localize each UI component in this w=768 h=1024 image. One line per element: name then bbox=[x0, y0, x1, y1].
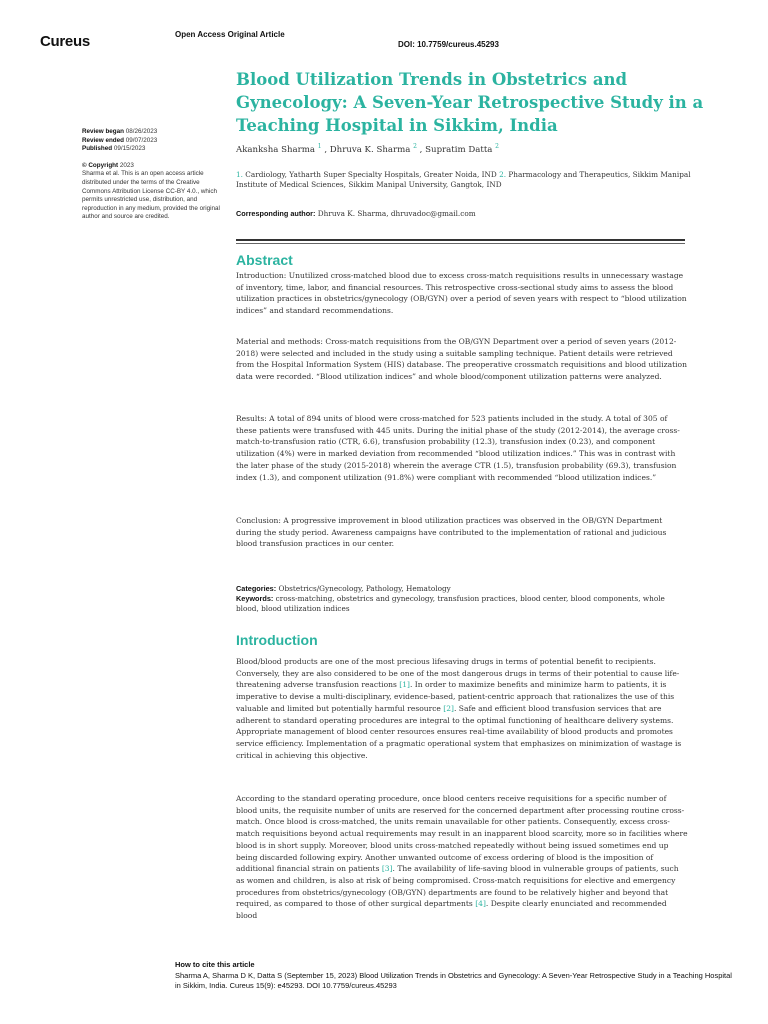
author-list bbox=[236, 143, 499, 155]
affiliation-text: Pharmacology and Therapeutics, Sikkim Manipal Institute of Medical Sciences, Sikkim Manipal University, Gangtok, IND bbox=[236, 170, 691, 189]
author-separator: , bbox=[324, 144, 330, 155]
affiliation-number: 1. bbox=[236, 170, 243, 179]
author-affiliation-number: 2 bbox=[413, 143, 417, 150]
paragraph-text: . Safe and efficient blood transfusion services that are adherent to standard operating procedures are integral to the optimal functioning of healthcare delivery systems. Appropriate management of blood center resources ensures real-time availability of blood products and promotes service efficiency. Implementation of a pragmatic operational system that emphasizes on minimization of wastage is critical in achieving this objective. bbox=[236, 703, 682, 760]
abstract-heading: Abstract bbox=[236, 252, 293, 268]
published-date: 09/15/2023 bbox=[113, 145, 146, 153]
copyright-label: © Copyright bbox=[82, 161, 119, 169]
review-ended-label: Review ended bbox=[82, 136, 124, 144]
citation-heading: How to cite this article bbox=[175, 960, 255, 969]
affiliation-number: 2. bbox=[499, 170, 507, 179]
keywords-label: Keywords: bbox=[236, 594, 274, 604]
author-name[interactable]: Dhruva K. Sharma bbox=[329, 144, 411, 155]
cureus-logo: Cureus bbox=[40, 33, 90, 50]
article-type-label: Open Access Original Article bbox=[175, 30, 285, 39]
article-title: Blood Utilization Trends in Obstetrics and Gynecology: A Seven-Year Retrospective Study in a Teaching Hospital in Sikkim, India bbox=[236, 70, 704, 135]
abstract-methods: Material and methods: Cross-match requisitions from the OB/GYN Department over a period of seven years (2012-2018) were selected and included in the study using a suitable sampling technique. Patient details were retrieved from the Hospital Information System (HIS) database. The preoperative crossmatch requisitions and blood utilization data were recorded. “Blood utilization indices” and whole blood/component utilization patterns were analyzed. bbox=[236, 337, 687, 382]
doi-label[interactable]: DOI: 10.7759/cureus.45293 bbox=[398, 40, 499, 49]
reference-link[interactable]: [1] bbox=[399, 680, 410, 690]
categories-value[interactable]: Obstetrics/Gynecology, Pathology, Hematology bbox=[278, 584, 451, 593]
author-affiliation-number: 2 bbox=[495, 143, 499, 150]
keywords-row bbox=[236, 594, 688, 614]
citation-text: Sharma A, Sharma D K, Datta S (September 15, 2023) Blood Utilization Trends in Obstetrics and Gynecology: A Seven-Year Retrospective Study in a Teaching Hospital in Sikkim, India. Cureus 15(9): e45293. DOI 10.7759/cureus.45293 bbox=[175, 970, 732, 990]
copyright-year: 2023 bbox=[119, 161, 134, 169]
categories-row bbox=[236, 584, 688, 594]
reference-link[interactable]: [4] bbox=[475, 899, 486, 909]
affiliations bbox=[236, 170, 692, 190]
introduction-paragraph bbox=[236, 656, 688, 761]
author-name[interactable]: Supratim Datta bbox=[425, 144, 493, 155]
paragraph-text: Blood/blood products are one of the most precious lifesaving drugs in terms of potential benefit to recipients. Conversely, they are also considered to be one of the most dangerous drugs in terms of their potential to cause life-threatening adverse transfusion reactions bbox=[236, 657, 680, 690]
abstract-introduction: Introduction: Unutilized cross-matched blood due to excess cross-match requisitions results in unnecessary wastage of inventory, time, labor, and financial resources. This retrospective cross-sectional study aims to assess the blood utilization practices in obstetrics/gynecology (OB/GYN) over a period of seven years with respect to “blood utilization indices” and standard recommendations. bbox=[236, 271, 687, 316]
author-separator: , bbox=[419, 144, 426, 155]
published-label: Published bbox=[82, 145, 113, 153]
paragraph-text: According to the standard operating procedure, once blood centers receive requisitions for a specific number of blood units, the requisite number of units are reserved for the concerned department after processing routine cross-match. Once blood is cross-matched, the units remain unavailable for other patients. Consequently, excess cross-match requisitions beyond actual requirements may result in an inapparent blood scarcity, more so in facilities where blood is in short supply. Moreover, blood units cross-matched repeatedly without being issued sometimes end up being discarded following expiry. Another unwanted outcome of excess ordering of blood is the imposition of additional financial strain on patients bbox=[236, 794, 688, 874]
categories-label: Categories: bbox=[236, 584, 277, 593]
categories-block bbox=[236, 584, 688, 615]
reference-link[interactable]: [2] bbox=[443, 703, 454, 713]
paragraph-text: . The availability of life-saving blood in vulnerable groups of patients, such as women and children, is also at risk of being compromised. Cross-match requisitions for elective and emergency procedures from obstetrics/gynecology (OB/GYN) departments are found to be relatively higher and beyond that required, as compared to those of other surgical departments bbox=[236, 864, 679, 909]
corresponding-author-label: Corresponding author: bbox=[236, 209, 316, 218]
license-text: Sharma et al. This is an open access article distributed under the terms of the Creative Commons Attribution License CC-BY 4.0., which permits unrestricted use, distribution, and reproduction in any medium, provided the original author and source are credited. bbox=[82, 170, 220, 221]
abstract-results: Results: A total of 894 units of blood were cross-matched for 523 patients included in the study. A total of 305 of these patients were transfused with 445 units. During the initial phase of the study (2012-2014), the average cross-match-to-transfusion ratio (CTR, 6.6), transfusion probability (12.3), transfusion index (0.23), and component utilization (4%) were in marked deviation from recommended “blood utilization indices.” This was in contrast with the later phase of the study (2015-2018) wherein the average CTR (1.5), transfusion probability (69.3), transfusion index (1.3), and component utilization (91.8%) were compliant with recommended “blood utilization indices.” bbox=[236, 414, 680, 482]
citation-footer bbox=[175, 960, 735, 992]
keywords-value: cross-matching, obstetrics and gynecology, transfusion practices, blood center, blood components, whole blood, blood utilization indices bbox=[236, 594, 665, 614]
author-affiliation-number: 1 bbox=[317, 143, 322, 150]
published-row bbox=[82, 145, 222, 154]
review-began-date: 08/26/2023 bbox=[125, 128, 158, 135]
author-name[interactable]: Akanksha Sharma bbox=[236, 144, 316, 155]
section-divider bbox=[236, 239, 685, 241]
reference-link[interactable]: [3] bbox=[381, 864, 393, 874]
review-ended-date: 09/07/2023 bbox=[125, 136, 158, 144]
section-divider bbox=[236, 243, 685, 244]
introduction-heading: Introduction bbox=[236, 632, 318, 648]
paragraph-text: . In order to maximize benefits and minimize harm to patients, it is imperative to devise a multi-disciplinary, evidence-based, patient-centric approach that rationalizes the use of this valuable and limited but potentially harmful resource bbox=[236, 680, 675, 713]
review-ended-row bbox=[82, 137, 222, 146]
abstract-conclusion: Conclusion: A progressive improvement in blood utilization practices was observed in the OB/GYN Department during the study period. Awareness campaigns have contributed to the implementation of rational and judicious blood transfusion practices in our center. bbox=[236, 516, 667, 549]
corresponding-author-value[interactable]: Dhruva K. Sharma, dhruvadoc@gmail.com bbox=[317, 209, 476, 218]
review-began-row bbox=[82, 128, 222, 137]
review-sidebar bbox=[82, 128, 222, 222]
paragraph-text: . Despite clearly enunciated and recommended blood bbox=[236, 899, 667, 921]
corresponding-author bbox=[236, 209, 476, 218]
copyright-row bbox=[82, 162, 222, 171]
affiliation-text: Cardiology, Yatharth Super Specialty Hospitals, Greater Noida, IND bbox=[245, 170, 497, 179]
introduction-paragraph bbox=[236, 793, 688, 922]
review-began-label: Review began bbox=[82, 128, 124, 135]
